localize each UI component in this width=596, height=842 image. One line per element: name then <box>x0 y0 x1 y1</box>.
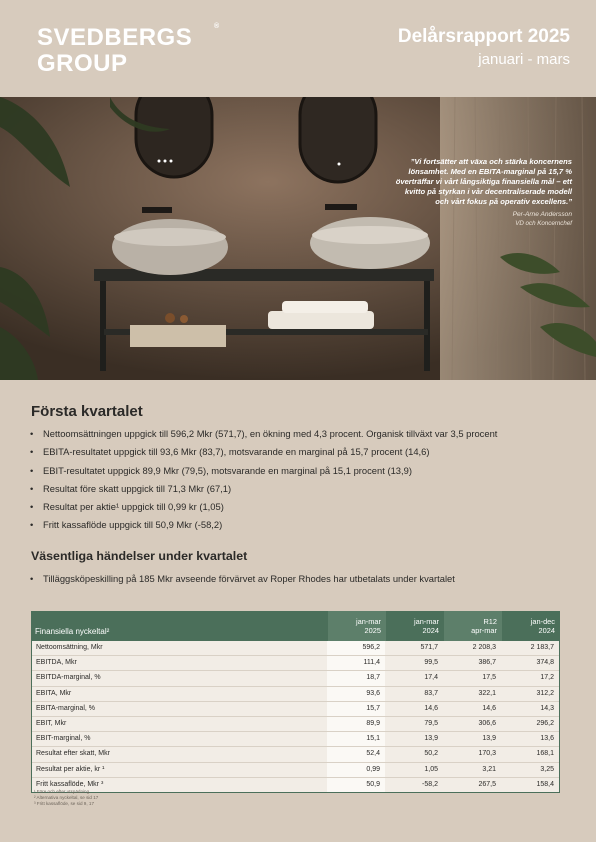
row-value: 15,1 <box>327 732 385 746</box>
table-header <box>31 611 560 641</box>
table-row <box>32 747 559 762</box>
row-value: 571,7 <box>420 644 438 651</box>
row-value: -58,2 <box>422 780 438 788</box>
row-value: 13,9 <box>424 735 438 743</box>
row-value: 89,9 <box>327 717 385 731</box>
column-header: jan-dec 2024 <box>530 616 555 635</box>
row-label: Resultat efter skatt, Mkr <box>36 750 110 758</box>
quote-author-role: VD och Koncernchef <box>515 219 572 227</box>
row-value: 13,9 <box>482 735 496 743</box>
row-label: EBITA, Mkr <box>36 689 72 697</box>
highlight-item: • Fritt kassaflöde uppgick till 50,9 Mkr (-58,2) <box>30 518 497 536</box>
row-value: 18,7 <box>327 671 385 685</box>
footnote: ² Alternativa nyckeltal, se sid 17 <box>34 795 99 801</box>
footnote: ³ Fritt kassaflöde, se sid 9, 17 <box>34 801 94 807</box>
row-value: 14,3 <box>540 704 554 712</box>
table-row <box>32 763 559 778</box>
quarter-heading: Första kvartalet <box>31 403 143 420</box>
column-header: jan-mar 2024 <box>413 616 439 635</box>
highlight-item: • Resultat per aktie¹ uppgick till 0,99 kr (1,05) <box>30 500 497 518</box>
column-header: R12 apr-mar <box>444 611 502 641</box>
row-value: 17,2 <box>540 674 554 682</box>
row-value: 83,7 <box>424 689 438 697</box>
key-figures-table <box>31 611 560 793</box>
highlight-item: • EBITA-resultatet uppgick till 93,6 Mkr (83,7), motsvarande en marginal på 15,7 procent (14,6) <box>30 445 497 463</box>
row-value: 13,6 <box>540 735 554 743</box>
logo-line-1: SVEDBERGS <box>37 24 193 51</box>
footnote: ¹ Före och efter utspädning <box>34 789 90 794</box>
row-label: Fritt kassaflöde, Mkr ³ <box>36 780 104 788</box>
events-heading: Väsentliga händelser under kvartalet <box>31 549 248 563</box>
table-row <box>32 717 559 732</box>
report-period: januari - mars <box>478 51 570 68</box>
row-value: 322,1 <box>478 689 496 697</box>
events-list <box>30 572 455 586</box>
table-row <box>32 671 559 686</box>
company-logo <box>37 23 220 77</box>
row-value: 50,9 <box>327 778 385 792</box>
row-value: 93,6 <box>327 687 385 701</box>
row-value: 267,5 <box>478 780 496 788</box>
row-label: Nettoomsättning, Mkr <box>36 644 103 651</box>
row-value: 1,05 <box>424 765 438 773</box>
row-value: 14,6 <box>482 704 496 712</box>
column-header: jan-mar 2025 <box>328 611 386 641</box>
highlight-item: • Nettoomsättningen uppgick till 596,2 Mkr (571,7), en ökning med 4,3 procent. Organisk tillväxt var 3,5 procent <box>30 427 497 445</box>
row-value: 50,2 <box>424 750 438 758</box>
row-value: 168,1 <box>536 750 554 758</box>
event-item: • Tilläggsköpeskilling på 185 Mkr avseende förvärvet av Roper Rhodes har utbetalats under kvartalet <box>30 572 455 586</box>
row-value: 306,6 <box>478 719 496 727</box>
logo-line-2: GROUP <box>37 50 128 77</box>
row-value: 17,5 <box>482 674 496 682</box>
table-row <box>32 641 559 656</box>
highlight-item: • EBIT-resultatet uppgick 89,9 Mkr (79,5), motsvarande en marginal på 15,1 procent (13,9) <box>30 464 497 482</box>
row-label: EBITA-marginal, % <box>36 704 95 712</box>
row-value: 296,2 <box>536 719 554 727</box>
row-value: 2 208,3 <box>472 644 496 651</box>
row-label: EBITDA, Mkr <box>36 659 77 667</box>
hero-photo <box>0 97 596 380</box>
row-value: 312,2 <box>536 689 554 697</box>
row-value: 158,4 <box>536 780 554 788</box>
quarter-highlights <box>30 427 497 537</box>
row-label: EBITDA-marginal, % <box>36 674 101 682</box>
quote-text: ”Vi fortsätter att växa och stärka koncernens lönsamhet. Med en EBITA-marginal på 15,7 % överträffar vi vårt långsiktiga finansiella mål – ett kvitto på styrkan i vår decentraliserade modell och vårt fokus på operativ excellens.” <box>395 157 572 207</box>
highlight-item: • Resultat före skatt uppgick till 71,3 Mkr (67,1) <box>30 482 497 500</box>
row-value: 17,4 <box>424 674 438 682</box>
table-label: Finansiella nyckeltal² <box>35 627 110 636</box>
row-value: 596,2 <box>327 641 385 655</box>
logo-registered-mark: ® <box>214 23 220 30</box>
table-row <box>32 656 559 671</box>
table-row <box>32 702 559 717</box>
row-value: 386,7 <box>478 659 496 667</box>
report-title: Delårsrapport 2025 <box>397 26 570 47</box>
row-label: Resultat per aktie, kr ¹ <box>36 765 105 773</box>
row-value: 111,4 <box>327 656 385 670</box>
row-label: EBIT-marginal, % <box>36 735 91 743</box>
table-row <box>32 687 559 702</box>
row-value: 3,25 <box>540 765 554 773</box>
row-value: 3,21 <box>482 765 496 773</box>
table-footnotes <box>34 789 98 808</box>
row-value: 0,99 <box>327 763 385 777</box>
table-row <box>32 732 559 747</box>
quote-author: Per-Arne Andersson <box>512 211 572 219</box>
row-value: 2 183,7 <box>530 644 554 651</box>
ceo-quote <box>394 157 572 228</box>
row-value: 52,4 <box>327 747 385 761</box>
row-value: 170,3 <box>478 750 496 758</box>
table-body <box>31 641 560 793</box>
row-value: 374,8 <box>536 659 554 667</box>
row-label: EBIT, Mkr <box>36 719 67 727</box>
bathroom-illustration <box>0 97 596 380</box>
row-value: 79,5 <box>424 719 438 727</box>
row-value: 99,5 <box>424 659 438 667</box>
table-row <box>32 778 559 792</box>
row-value: 15,7 <box>327 702 385 716</box>
report-heading <box>398 26 570 68</box>
row-value: 14,6 <box>424 704 438 712</box>
